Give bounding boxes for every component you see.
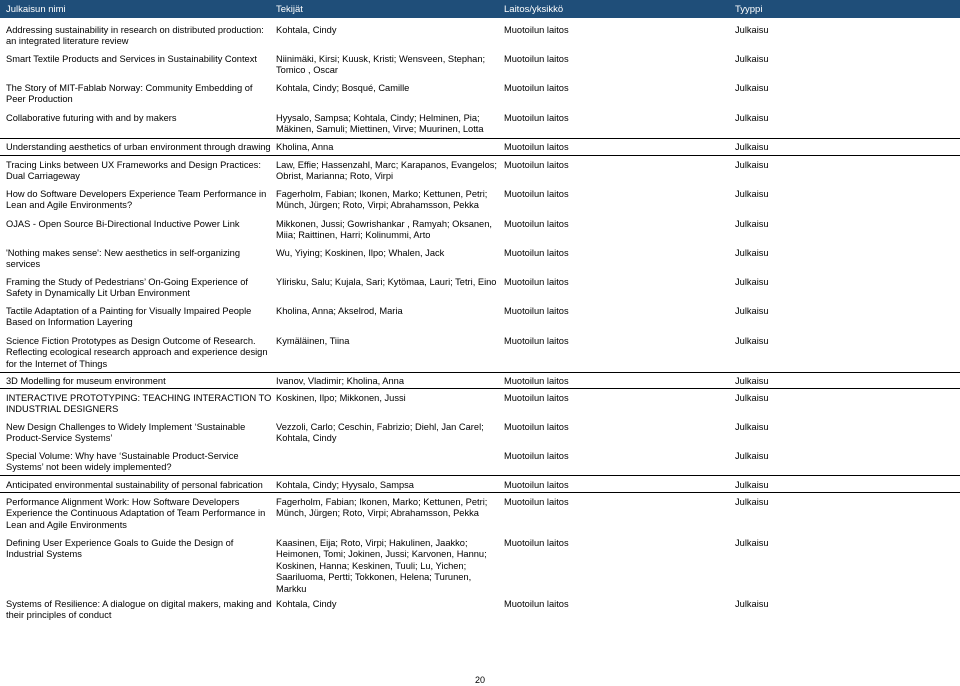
row-title: Anticipated environmental sustainability of personal fabrication xyxy=(6,480,263,490)
row-unit: Muotoilun laitos xyxy=(504,142,569,152)
row-type: Julkaisu xyxy=(735,189,769,199)
row-authors: Mikkonen, Jussi; Gowrishankar , Ramyah; Oksanen, Miia; Raittinen, Harri; Kolinummi, Arto xyxy=(276,219,492,241)
row-unit: Muotoilun laitos xyxy=(504,376,569,386)
section-divider xyxy=(0,475,960,476)
row-authors: Kohtala, Cindy xyxy=(276,599,337,609)
row-unit: Muotoilun laitos xyxy=(504,451,569,461)
row-title: Defining User Experience Goals to Guide the Design of Industrial Systems xyxy=(6,538,234,560)
page-number: 20 xyxy=(474,675,485,685)
row-title: New Design Challenges to Widely Implement ‘Sustainable Product-Service Systems’ xyxy=(6,422,246,444)
row-title: Systems of Resilience: A dialogue on digital makers, making and their principles of conduct xyxy=(6,599,272,621)
row-title: Smart Textile Products and Services in Sustainability Context xyxy=(6,54,257,64)
row-authors: Kholina, Anna; Akselrod, Maria xyxy=(276,306,403,316)
row-title: Science Fiction Prototypes as Design Outcome of Research. Reflecting ecological research approach and experience design for the Internet of Things xyxy=(6,336,268,369)
row-type: Julkaisu xyxy=(735,83,769,93)
row-title: OJAS - Open Source Bi-Directional Inductive Power Link xyxy=(6,219,240,229)
row-authors: Kohtala, Cindy; Bosqué, Camille xyxy=(276,83,410,93)
row-title: Special Volume: Why have ‘Sustainable Product-Service Systems’ not been widely implemented? xyxy=(6,451,239,473)
row-type: Julkaisu xyxy=(735,277,769,287)
row-authors: Fagerholm, Fabian; Ikonen, Marko; Kettunen, Petri; Münch, Jürgen; Roto, Virpi; Abrahamsson, Pekka xyxy=(276,189,488,211)
row-title: Performance Alignment Work: How Software Developers Experience the Continuous Adaptation of Team Performance in Lean and Agile Environments xyxy=(6,497,266,530)
row-type: Julkaisu xyxy=(735,54,769,64)
row-unit: Muotoilun laitos xyxy=(504,219,569,229)
row-type: Julkaisu xyxy=(735,248,769,258)
row-authors: Law, Effie; Hassenzahl, Marc; Karapanos, Evangelos; Obrist, Marianna; Roto, Virpi xyxy=(276,160,498,182)
section-divider xyxy=(0,155,960,156)
row-type: Julkaisu xyxy=(735,422,769,432)
table-header xyxy=(0,0,960,18)
row-title: INTERACTIVE PROTOTYPING: TEACHING INTERACTION TO INDUSTRIAL DESIGNERS xyxy=(6,393,272,415)
row-title: Framing the Study of Pedestrians’ On-Going Experience of Safety in Dynamically Lit Urban Environment xyxy=(6,277,249,299)
row-authors: Vezzoli, Carlo; Ceschin, Fabrizio; Diehl, Jan Carel; Kohtala, Cindy xyxy=(276,422,484,444)
row-authors: Kaasinen, Eija; Roto, Virpi; Hakulinen, Jaakko; Heimonen, Tomi; Jokinen, Jussi; Karvonen, Hannu; Koskinen, Hanna; Keskinen, Tuuli; Lu, Yichen; Saariluoma, Pertti; Tokkonen, Helena; Turunen, Markku xyxy=(276,538,487,594)
row-authors: Hyysalo, Sampsa; Kohtala, Cindy; Helminen, Pia; Mäkinen, Samuli; Miettinen, Virve; Muurinen, Lotta xyxy=(276,113,484,135)
row-authors: Kohtala, Cindy xyxy=(276,25,337,35)
row-unit: Muotoilun laitos xyxy=(504,306,569,316)
row-title: 3D Modelling for museum environment xyxy=(6,376,166,386)
row-type: Julkaisu xyxy=(735,538,769,548)
row-title: Tactile Adaptation of a Painting for Visually Impaired People Based on Information Layering xyxy=(6,306,252,328)
row-title: Understanding aesthetics of urban environment through drawing xyxy=(6,142,271,152)
row-unit: Muotoilun laitos xyxy=(504,336,569,346)
row-authors: Niinimäki, Kirsi; Kuusk, Kristi; Wensveen, Stephan; Tomico , Oscar xyxy=(276,54,486,76)
row-unit: Muotoilun laitos xyxy=(504,248,569,258)
row-type: Julkaisu xyxy=(735,599,769,609)
row-type: Julkaisu xyxy=(735,219,769,229)
row-authors: Kohtala, Cindy; Hyysalo, Sampsa xyxy=(276,480,414,490)
row-type: Julkaisu xyxy=(735,376,769,386)
row-title: 'Nothing makes sense': New aesthetics in self-organizing services xyxy=(6,248,241,270)
row-authors: Fagerholm, Fabian; Ikonen, Marko; Kettunen, Petri; Münch, Jürgen; Roto, Virpi; Abrahamsson, Pekka xyxy=(276,497,488,519)
row-authors: Koskinen, Ilpo; Mikkonen, Jussi xyxy=(276,393,406,403)
row-type: Julkaisu xyxy=(735,113,769,123)
section-divider xyxy=(0,138,960,139)
header-authors: Tekijät xyxy=(276,4,303,15)
section-divider xyxy=(0,492,960,493)
row-unit: Muotoilun laitos xyxy=(504,25,569,35)
row-authors: Kholina, Anna xyxy=(276,142,334,152)
row-unit: Muotoilun laitos xyxy=(504,393,569,403)
header-type: Tyyppi xyxy=(735,4,763,15)
row-unit: Muotoilun laitos xyxy=(504,497,569,507)
row-unit: Muotoilun laitos xyxy=(504,189,569,199)
row-unit: Muotoilun laitos xyxy=(504,277,569,287)
row-unit: Muotoilun laitos xyxy=(504,113,569,123)
row-authors: Wu, Yiying; Koskinen, Ilpo; Whalen, Jack xyxy=(276,248,445,258)
row-title: Addressing sustainability in research on distributed production: an integrated literature review xyxy=(6,25,264,47)
row-type: Julkaisu xyxy=(735,497,769,507)
row-unit: Muotoilun laitos xyxy=(504,538,569,548)
row-unit: Muotoilun laitos xyxy=(504,54,569,64)
section-divider xyxy=(0,388,960,389)
row-authors: Ivanov, Vladimir; Kholina, Anna xyxy=(276,376,404,386)
row-authors: Kymäläinen, Tiina xyxy=(276,336,350,346)
header-title: Julkaisun nimi xyxy=(6,4,66,15)
header-unit: Laitos/yksikkö xyxy=(504,4,564,15)
row-title: Tracing Links between UX Frameworks and Design Practices: Dual Carriageway xyxy=(6,160,261,182)
row-type: Julkaisu xyxy=(735,160,769,170)
row-unit: Muotoilun laitos xyxy=(504,599,569,609)
row-type: Julkaisu xyxy=(735,393,769,403)
row-authors: Ylirisku, Salu; Kujala, Sari; Kytömaa, Lauri; Tetri, Eino xyxy=(276,277,497,287)
row-type: Julkaisu xyxy=(735,306,769,316)
row-unit: Muotoilun laitos xyxy=(504,422,569,432)
section-divider xyxy=(0,372,960,373)
row-title: The Story of MIT-Fablab Norway: Community Embedding of Peer Production xyxy=(6,83,253,105)
row-type: Julkaisu xyxy=(735,336,769,346)
row-type: Julkaisu xyxy=(735,451,769,461)
row-unit: Muotoilun laitos xyxy=(504,160,569,170)
row-type: Julkaisu xyxy=(735,480,769,490)
row-title: Collaborative futuring with and by makers xyxy=(6,113,177,123)
row-unit: Muotoilun laitos xyxy=(504,83,569,93)
row-title: How do Software Developers Experience Team Performance in Lean and Agile Environments? xyxy=(6,189,267,211)
row-unit: Muotoilun laitos xyxy=(504,480,569,490)
row-type: Julkaisu xyxy=(735,142,769,152)
row-type: Julkaisu xyxy=(735,25,769,35)
